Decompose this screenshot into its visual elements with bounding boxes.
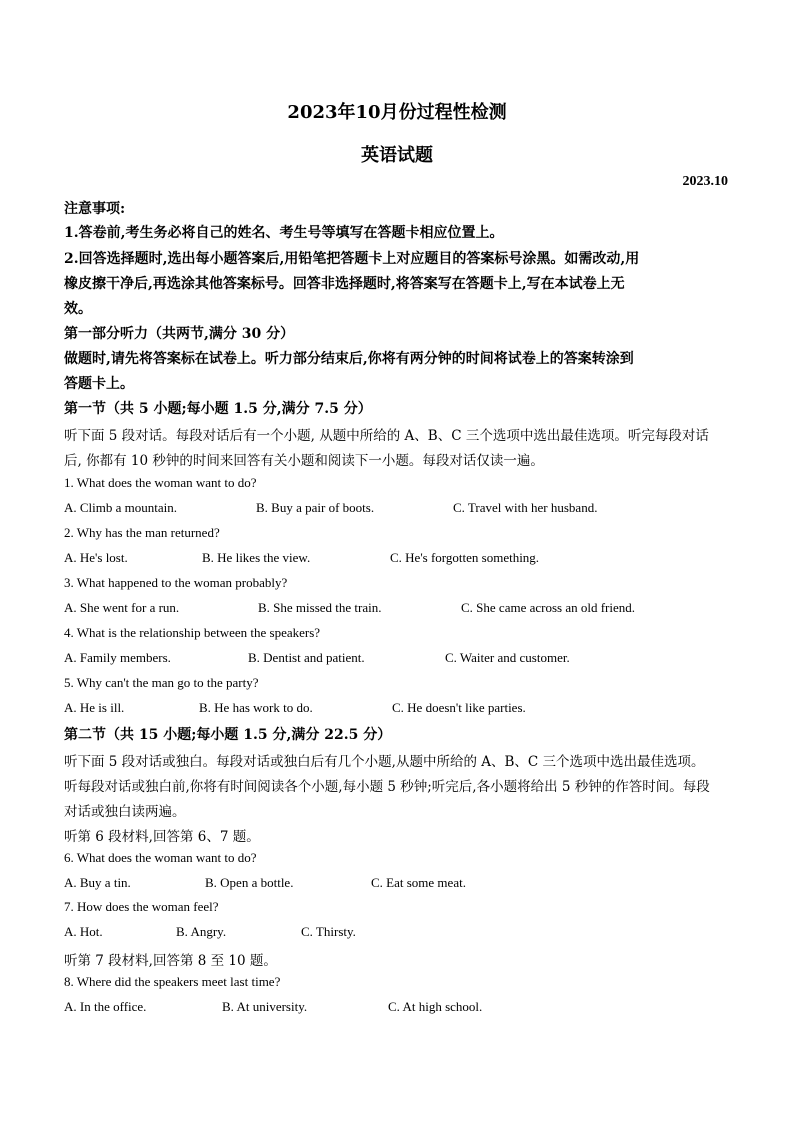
question-8-option-a: A. In the office. [64,999,147,1014]
part1-heading: 第一部分听力（共两节,满分 30 分） [64,326,295,342]
section1-instructions-line-1: 听下面 5 段对话。每段对话后有一个小题, 从题中所给的 A、B、C 三个选项中选出最佳选项。听完每段对话 [64,428,709,444]
material-6-instruction: 听第 6 段材料,回答第 6、7 题。 [64,829,260,845]
section1-instructions-line-2: 后, 你都有 10 秒钟的时间来回答有关小题和阅读下一小题。每段对话仅读一遍。 [64,453,544,469]
exam-date: 2023.10 [682,174,728,189]
question-2-option-c: C. He's forgotten something. [390,550,540,565]
question-7-option-a: A. Hot. [64,924,103,939]
part1-intro-line-1: 做题时,请先将答案标在试卷上。听力部分结束后,你将有两分钟的时间将试卷上的答案转涂到 [64,351,634,367]
question-4-option-b: B. Dentist and patient. [248,650,365,665]
question-8-option-b: B. At university. [222,999,308,1014]
question-5-option-c: C. He doesn't like parties. [392,700,526,715]
question-3-option-c: C. She came across an old friend. [461,600,636,615]
section2-heading: 第二节（共 15 小题;每小题 1.5 分,满分 22.5 分） [64,727,392,743]
question-5-option-b: B. He has work to do. [199,700,313,715]
question-2: 2. Why has the man returned? [64,525,220,540]
notice-item-1: 1.答卷前,考生务必将自己的姓名、考生号等填写在答题卡相应位置上。 [64,225,504,241]
section2-instructions-line-3: 对话或独白读两遍。 [64,804,186,820]
question-6-option-a: A. Buy a tin. [64,875,131,890]
question-2-option-b: B. He likes the view. [202,550,311,565]
question-4: 4. What is the relationship between the speakers? [64,625,321,640]
question-6-option-c: C. Eat some meat. [371,875,466,890]
question-7-option-b: B. Angry. [176,924,227,939]
section2-instructions-line-1: 听下面 5 段对话或独白。每段对话或独白后有几个小题,从题中所给的 A、B、C 三个选项中选出最佳选项。 [64,754,705,770]
question-4-option-c: C. Waiter and customer. [445,650,570,665]
question-3-option-a: A. She went for a run. [64,600,180,615]
notice-item-2-line-1: 2.回答选择题时,选出每小题答案后,用铅笔把答题卡上对应题目的答案标号涂黑。如需改动,用 [64,251,640,267]
exam-title: 2023年10月份过程性检测 [287,102,507,123]
question-7: 7. How does the woman feel? [64,899,219,914]
question-1-option-a: A. Climb a mountain. [64,500,178,515]
section1-heading: 第一节（共 5 小题;每小题 1.5 分,满分 7.5 分） [64,401,372,417]
question-1-option-b: B. Buy a pair of boots. [256,500,375,515]
question-4-option-a: A. Family members. [64,650,171,665]
question-8-option-c: C. At high school. [388,999,483,1014]
question-1: 1. What does the woman want to do? [64,475,257,490]
question-3-option-b: B. She missed the train. [258,600,382,615]
question-7-option-c: C. Thirsty. [301,924,356,939]
question-8: 8. Where did the speakers meet last time? [64,974,281,989]
question-3: 3. What happened to the woman probably? [64,575,288,590]
section2-instructions-line-2: 听每段对话或独白前,你将有时间阅读各个小题,每小题 5 秒钟;听完后,各小题将给出 5 秒钟的作答时间。每段 [64,779,710,795]
notice-heading: 注意事项: [64,201,126,217]
question-1-option-c: C. Travel with her husband. [453,500,598,515]
notice-item-2-line-3: 效。 [64,301,92,317]
material-7-instruction: 听第 7 段材料,回答第 8 至 10 题。 [64,953,277,969]
question-5-option-a: A. He is ill. [64,700,125,715]
question-6-option-b: B. Open a bottle. [205,875,294,890]
exam-subtitle: 英语试题 [361,145,433,166]
part1-intro-line-2: 答题卡上。 [64,376,134,392]
notice-item-2-line-2: 橡皮擦干净后,再选涂其他答案标号。回答非选择题时,将答案写在答题卡上,写在本试卷上无 [64,276,625,292]
question-5: 5. Why can't the man go to the party? [64,675,259,690]
question-2-option-a: A. He's lost. [64,550,128,565]
question-6: 6. What does the woman want to do? [64,850,257,865]
